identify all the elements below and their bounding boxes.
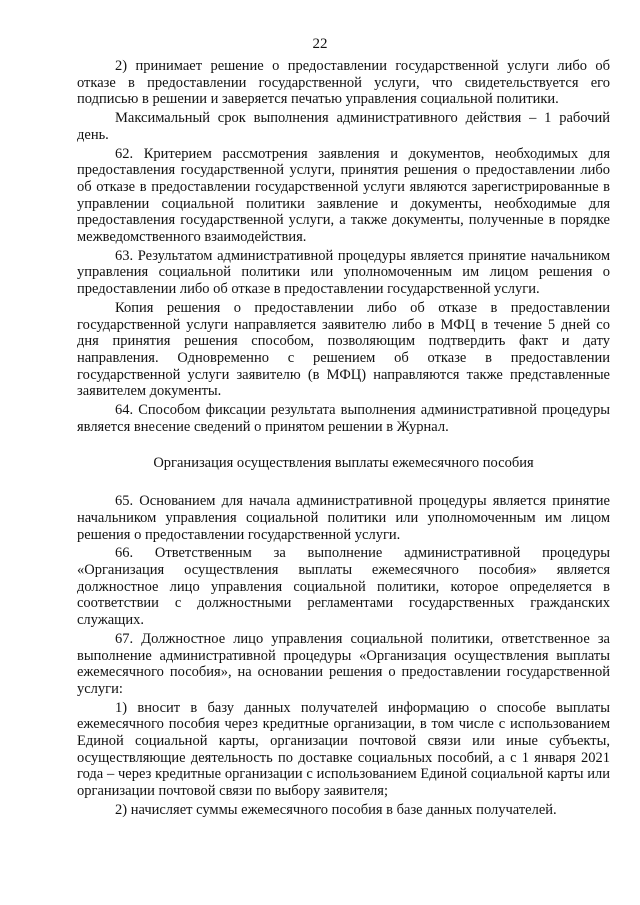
paragraph-copy-of-decision: Копия решения о предоставлении либо об отказе в предоставлении государственной услуги направляется заявителю либо в МФЦ в течение 5 дней со дня принятия решения способом, позволяющим подтвердить факт и дату направления. Одновременно с решением об отказе в предоставлении государственной услуги заявителю (в МФЦ) направляются также представленные заявителем документы.: [77, 299, 610, 400]
list-item-1: 1) вносит в базу данных получателей информацию о способе выплаты ежемесячного пособия через кредитные организации, в том числе с использованием Единой социальной карты, организации почтовой связи или иные субъекты, осуществляющие деятельность по доставке социальных пособий, а с 1 января 2021 года – через кредитные организации с использованием Единой социальной карты или организации почтовой связи по выбору заявителя;: [77, 699, 610, 800]
paragraph-65: 65. Основанием для начала административной процедуры является принятие начальником управления социальной политики или уполномоченным им лицом решения о предоставлении государственной услуги.: [77, 493, 610, 543]
section-heading: Организация осуществления выплаты ежемесячного пособия: [153, 455, 534, 472]
paragraph-decision: 2) принимает решение о предоставлении государственной услуги либо об отказе в предоставлении государственной услуги, что свидетельствуется его подписью в решении и заверяется печатью управления социальной политики.: [77, 58, 610, 108]
list-item-2: 2) начисляет суммы ежемесячного пособия в базе данных получателей.: [115, 801, 557, 818]
page-number: 22: [312, 36, 328, 52]
paragraph-64: 64. Способом фиксации результата выполнения административной процедуры является внесение сведений о принятом решении в Журнал.: [77, 402, 610, 435]
paragraph-67: 67. Должностное лицо управления социальной политики, ответственное за выполнение административной процедуры «Организация осуществления выплаты ежемесячного пособия», на основании решения о предоставлении государственной услуги:: [77, 630, 610, 697]
paragraph-66: 66. Ответственным за выполнение административной процедуры «Организация осуществления выплаты ежемесячного пособия» является должностное лицо управления социальной политики, которое определяется в соответствии с должностными регламентами государственных гражданских служащих.: [77, 545, 610, 629]
paragraph-62: 62. Критерием рассмотрения заявления и документов, необходимых для предоставления государственной услуги, принятия решения о предоставлении либо об отказе в предоставлении государственной услуги являются зарегистрированные в управлении социальной политики заявление и документы, необходимые для предоставления государственной услуги, а также документы, полученные в порядке межведомственного взаимодействия.: [77, 145, 610, 246]
document-body: [77, 58, 610, 819]
paragraph-63: 63. Результатом административной процедуры является принятие начальником управления социальной политики или уполномоченным им лицом решения о предоставлении либо об отказе в предоставлении государственной услуги.: [77, 247, 610, 298]
paragraph-max-term: Максимальный срок выполнения административного действия – 1 рабочий день.: [77, 110, 610, 143]
